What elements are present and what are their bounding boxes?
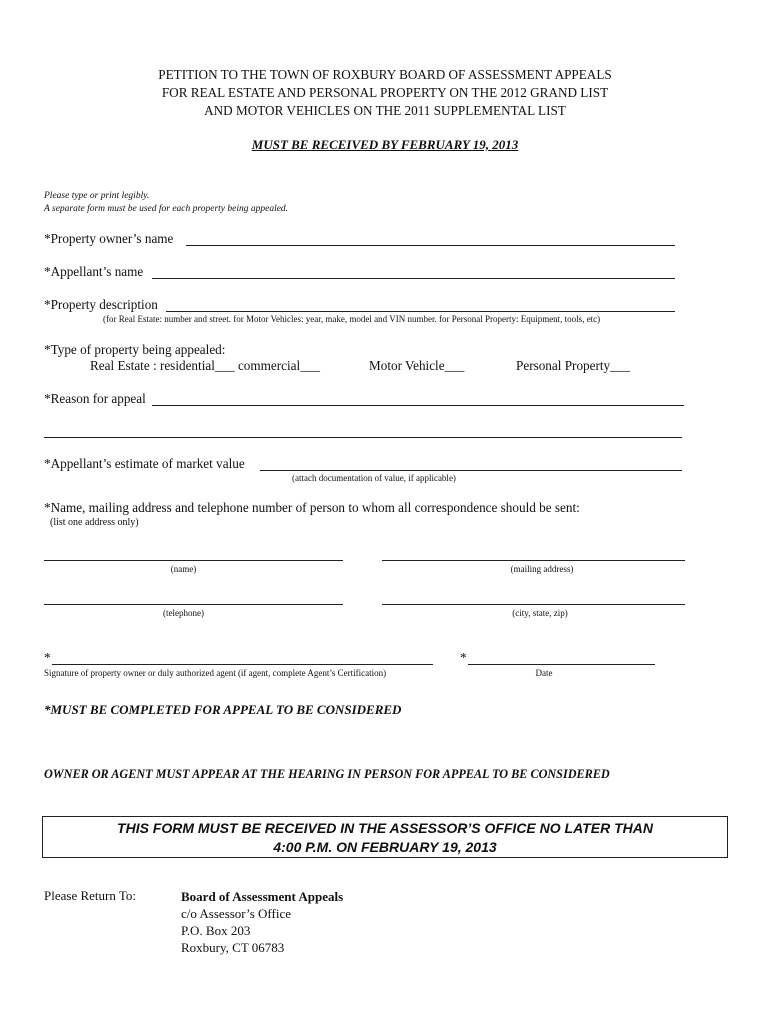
form-title-line1: PETITION TO THE TOWN OF ROXBURY BOARD OF ASSESSMENT APPEALS [158, 67, 612, 82]
property-description-hint: (for Real Estate: number and street. for Motor Vehicles: year, make, model and VIN number. for Personal Property: Equipment, tools, etc) [103, 314, 601, 324]
contact-mailing-address-caption: (mailing address) [510, 564, 574, 574]
deadline-notice-line2: 4:00 P.M. ON FEBRUARY 19, 2013 [273, 839, 497, 855]
date-required-mark: * [460, 650, 467, 665]
type-motor-vehicle-option[interactable]: Motor Vehicle___ [369, 358, 465, 373]
market-value-field[interactable] [260, 470, 682, 471]
return-line3: Roxbury, CT 06783 [181, 940, 285, 955]
type-personal-property-option[interactable]: Personal Property___ [516, 358, 630, 373]
type-real-estate-option[interactable]: Real Estate : residential___ commercial___ [90, 358, 320, 373]
return-org: Board of Assessment Appeals [181, 889, 344, 904]
signature-field[interactable] [52, 664, 433, 665]
instruction-legibly: Please type or print legibly. [44, 191, 150, 201]
contact-hint: (list one address only) [50, 517, 139, 528]
property-description-label: *Property description [44, 297, 158, 312]
reason-for-appeal-label: *Reason for appeal [44, 391, 146, 406]
deadline-notice-line1: THIS FORM MUST BE RECEIVED IN THE ASSESSOR’S OFFICE NO LATER THAN [117, 820, 653, 836]
appellant-name-label: *Appellant’s name [44, 264, 144, 279]
instruction-separate-form: A separate form must be used for each property being appealed. [44, 204, 289, 214]
return-line1: c/o Assessor’s Office [181, 906, 292, 921]
form-title-line2: FOR REAL ESTATE AND PERSONAL PROPERTY ON THE 2012 GRAND LIST [161, 85, 609, 100]
signature-caption: Signature of property owner or duly authorized agent (if agent, complete Agent’s Certification) [44, 668, 387, 678]
reason-for-appeal-field-line2[interactable] [44, 437, 682, 438]
contact-city-state-zip-field[interactable] [382, 604, 685, 605]
must-complete-notice: *MUST BE COMPLETED FOR APPEAL TO BE CONSIDERED [44, 702, 402, 717]
appellant-name-field[interactable] [152, 278, 675, 279]
signature-required-mark: * [44, 650, 51, 665]
return-address [181, 888, 343, 956]
property-type-label: *Type of property being appealed: [44, 342, 226, 357]
contact-name-field[interactable] [44, 560, 343, 561]
market-value-hint: (attach documentation of value, if applicable) [292, 473, 456, 483]
date-caption: Date [535, 668, 553, 678]
owner-name-field[interactable] [186, 245, 675, 246]
contact-telephone-caption: (telephone) [163, 608, 204, 618]
reason-for-appeal-field[interactable] [152, 405, 684, 406]
contact-city-state-zip-caption: (city, state, zip) [512, 608, 568, 618]
deadline-heading: MUST BE RECEIVED BY FEBRUARY 19, 2013 [251, 137, 519, 152]
contact-mailing-address-field[interactable] [382, 560, 685, 561]
property-description-field[interactable] [166, 311, 675, 312]
return-line2: P.O. Box 203 [181, 923, 251, 938]
form-title-line3: AND MOTOR VEHICLES ON THE 2011 SUPPLEMENTAL LIST [204, 103, 566, 118]
contact-telephone-field[interactable] [44, 604, 343, 605]
date-field[interactable] [468, 664, 655, 665]
return-label: Please Return To: [44, 888, 137, 903]
deadline-notice-box [42, 816, 728, 858]
contact-name-caption: (name) [170, 564, 197, 574]
owner-name-label: *Property owner’s name [44, 231, 174, 246]
contact-label: *Name, mailing address and telephone number of person to whom all correspondence should be sent: [44, 500, 580, 515]
appear-in-person-notice: OWNER OR AGENT MUST APPEAR AT THE HEARING IN PERSON FOR APPEAL TO BE CONSIDERED [44, 767, 610, 781]
market-value-label: *Appellant’s estimate of market value [44, 456, 245, 471]
